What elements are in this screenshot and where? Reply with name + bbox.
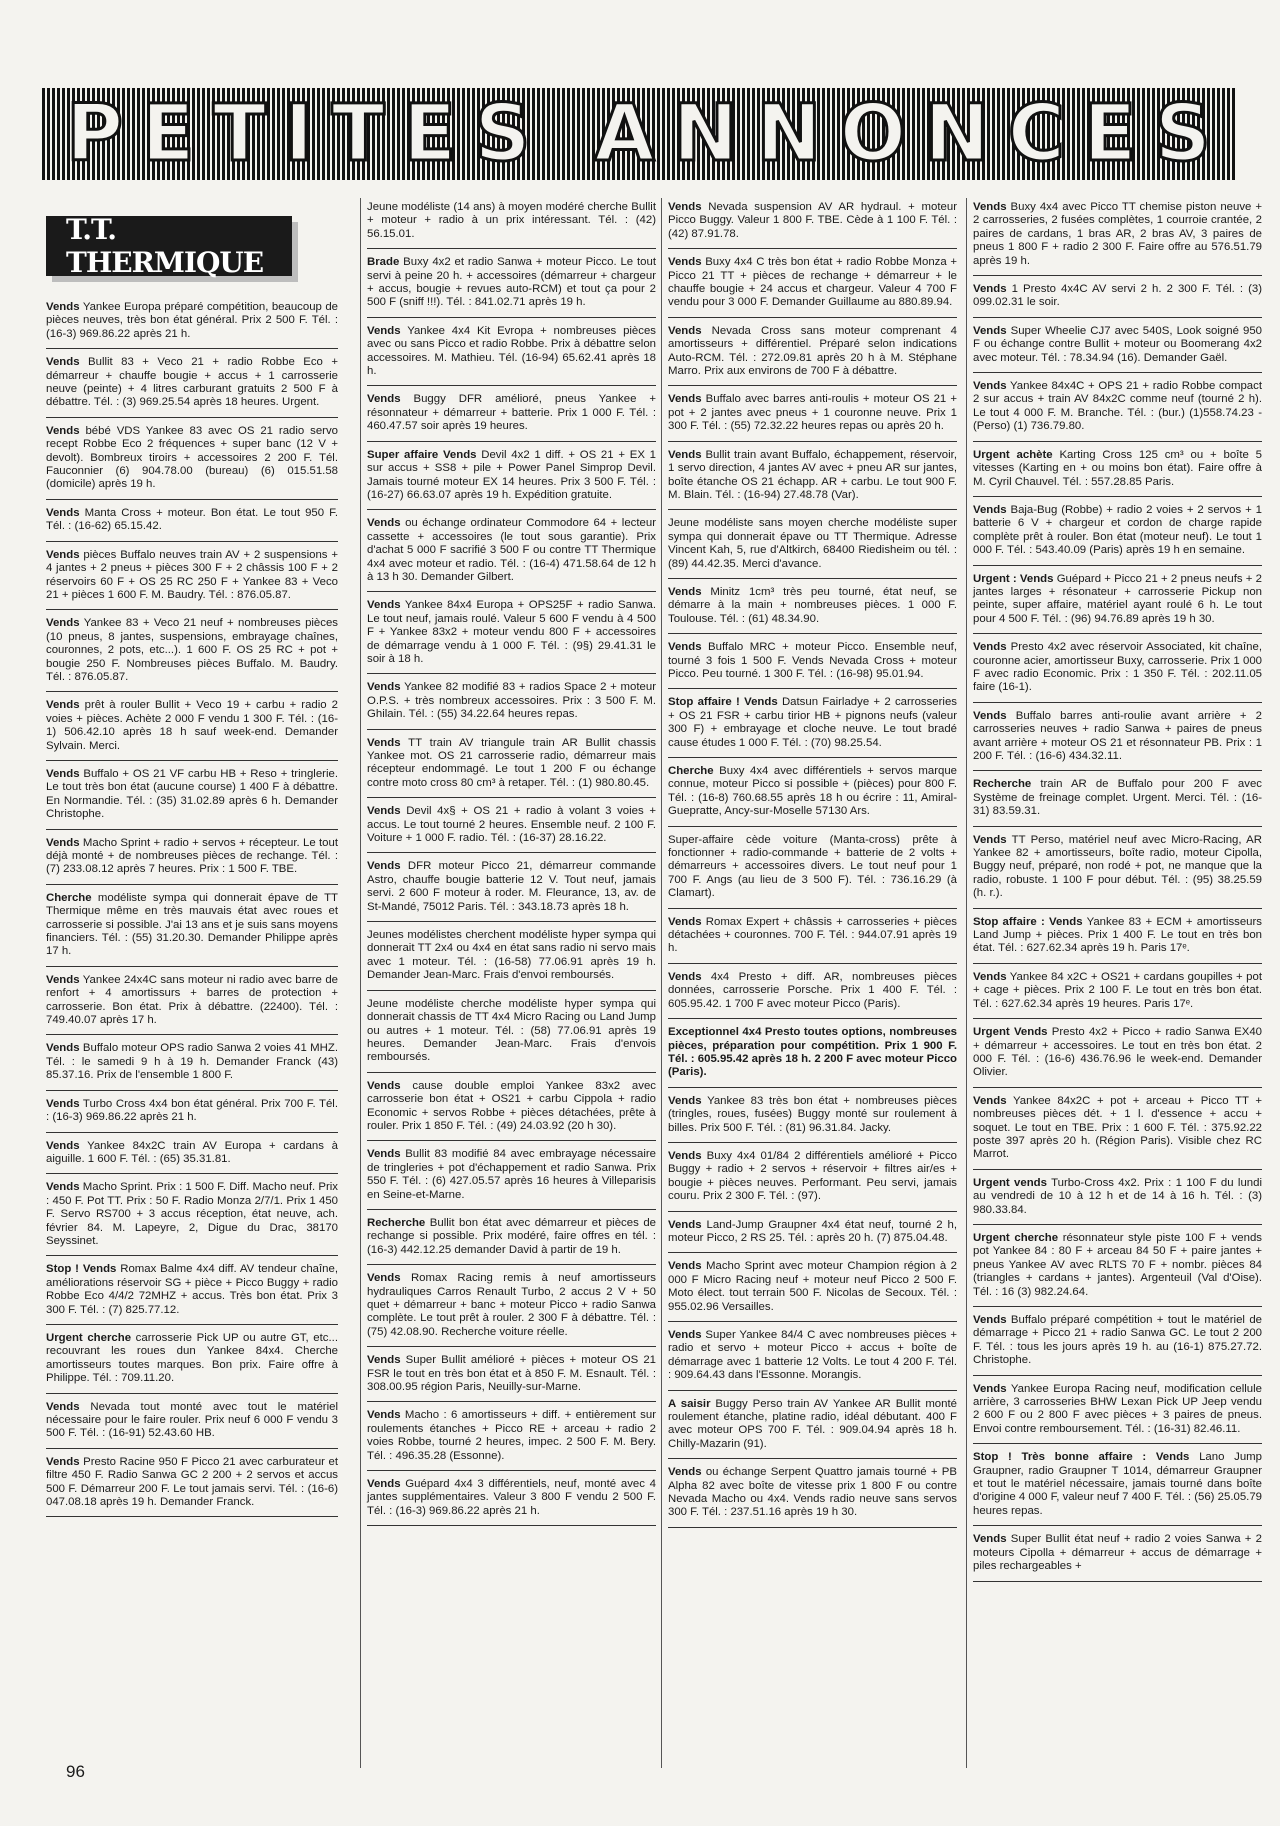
ad-lead: Vends (367, 860, 401, 873)
ad-lead: Vends (46, 617, 80, 630)
ad-lead: Urgent Vends (973, 1026, 1048, 1039)
ad-lead: Vends (46, 767, 80, 780)
ad-lead: Vends (46, 1181, 80, 1194)
ad-text: Romax Racing remis à neuf amortisseurs hydrauliques Carros Renault Turbo, 2 accus 2 V + 50 quet + démarreur + banc + moteur Picco + radio Sanwa complète. Le tout prêt à rouler. 2 300 F à débattre. Tél. : (75) 42.08.90. Recherche voiture réelle. (367, 1272, 656, 1338)
classified-ad (973, 570, 1262, 635)
classified-ad (973, 913, 1262, 964)
classified-ad (973, 446, 1262, 497)
ad-lead: Vends (973, 201, 1007, 213)
ad-lead: Stop ! Très bonne affaire : Vends (973, 1451, 1190, 1464)
ad-text: Buxy 4x4 avec Picco TT chemise piston neuve + 2 carrosseries, 2 fusées complètes, 1 courroie crantée, 2 paires de cardans, 1 bras AR, 2 bras AV, 3 paires de pneus 1 800 F + radio 2 300 F. Faire offre au 576.51.79 après 19 h. (973, 201, 1262, 267)
ad-lead: Urgent cherche (973, 1231, 1059, 1244)
ad-text: Yankee Europa préparé compétition, beaucoup de pièces neuves, très bon état général. Prix 2 500 F. Tél. : (16-3) 969.86.22 après 21 h. (46, 301, 338, 340)
ad-text: Macho : 6 amortisseurs + diff. + entièrement sur roulements étanches + Picco RE + arceau + radio 2 voies Robbe, tourné 2 heures, impec. 2 500 F. M. Bery. Tél. : 496.35.28 (Essonne). (367, 1409, 656, 1462)
ad-text: Buggy Perso train AV Yankee AR Bullit monté roulement étanche, platine radio, idéal débutant. 400 F avec moteur OPS 700 F. Tél. : 909.04.94 après 18 h. Chilly-Mazarin (91). (668, 1397, 957, 1450)
ad-lead: Vends (46, 506, 80, 519)
classified-ad (668, 1395, 957, 1460)
classified-ad (668, 968, 957, 1019)
ad-text: Super-affaire cède voiture (Manta-cross) prête à fonctionner + radio-commande + batterie de 2 volts + démarreurs + accessoires divers. Le tout neuf pour 1 700 F. Angs (au lieu de 3 500 F). Tél. : 736.16.29 (à Clamart). (668, 833, 957, 900)
ad-text: Yankee Europa Racing neuf, modification cellule arrière, 3 carrosseries BHW Lexan Pick UP Jeep vendu 2 600 F ou 2 800 F avec pièces + 3 paires de pneus. Envoi contre remboursement. Tél. : (16-31) 82.46.11. (973, 1382, 1262, 1435)
classified-ad (668, 638, 957, 689)
banner-letter: N (924, 89, 992, 179)
ad-text: Buffalo + OS 21 VF carbu HB + Reso + tringlerie. Le tout très bon état (aucune course) 1 400 F à débattre. En Normandie. Tél. : (35) 31.02.89 après 6 h. Demander Christophe. (46, 767, 338, 821)
ad-text: Yankee 84 x2C + OS21 + cardans goupilles + pot + cage + pièces. Prix 2 100 F. Le tout en très bon état. Tél. : 627.62.34 après 19 heures. Paris 17ᵉ. (973, 970, 1262, 1010)
ad-text: Macho Sprint. Prix : 1 500 F. Diff. Macho neuf. Prix : 450 F. Pot TT. Prix : 50 F. Radio Monza 2/7/1. Prix 1 450 F. Servo RS700 + 3 accus réception, état neuve, ach. février 84. M. Lapeyre, 2, Digue du Drac, 38170 Seyssinet. (46, 1181, 338, 1247)
ad-lead: Vends (367, 393, 401, 406)
ad-text: Yankee 83 + ECM + amortisseurs Land Jump + pièces. Prix 1 400 F. Le tout en très bon état. Tél. : 627.62.34 après 19 h. Paris 17ᵉ. (973, 915, 1262, 955)
classified-ad (668, 198, 957, 249)
classified-ad (668, 762, 957, 827)
ad-text: Nevada Cross sans moteur comprenant 4 amortisseurs + différentiel. Préparé selon indications Auto-RCM. Tél. : 272.09.81 après 20 h à M. Stéphane Marro. Prix aux environs de 700 F à débattre. (668, 324, 957, 378)
ad-lead: Vends (668, 1260, 702, 1273)
classified-ad (46, 889, 338, 967)
ad-text: Jeune modéliste sans moyen cherche modéliste super sympa qui donnerait épave ou TT Thermique. Adresse Vincent Kah, 5, rue d'Altkirch, 68400 Riedisheim ou tél. : (89) 44.42.35. Merci d'avance. (668, 517, 957, 570)
classified-ad (46, 1329, 338, 1394)
ad-text: Yankee 82 modifié 83 + radios Space 2 + moteur O.P.S. + très nombreux accessoires. Prix : 3 500 F. M. Ghilain. Tél. : (55) 34.22.64 heures repas. (367, 681, 656, 721)
ad-lead: Vends (668, 915, 702, 928)
ad-text: Buxy 4x4 C très bon état + radio Robbe Monza + Picco 21 TT + pièces de rechange + démarreur + le chauffe bougie + 24 accus et chargeur. Valeur 4 700 F vendu pour 3 000 F. Demander Guillaume au 880.89.94. (668, 256, 957, 309)
ad-lead: Vends (46, 973, 80, 986)
classified-ad (668, 446, 957, 511)
ad-lead: Vends (668, 1149, 702, 1162)
ad-text: Macho Sprint + radio + servos + récepteur. Le tout déjà monté + de nombreuses pièces de rechange. Tél. : (7) 233.08.12 après 7 heures. Prix : 1 500 F. TBE. (46, 836, 338, 876)
classified-ad (973, 1311, 1262, 1376)
banner-letter: N (672, 89, 741, 179)
ad-lead: Vends (973, 503, 1007, 516)
ad-text: Yankee 83 très bon état + nombreuses pièces (tringles, roues, fusées) Buggy monté sur roulement à billes. Prix 500 F. Tél. : (81) 96.31.84. Jacky. (668, 1094, 957, 1134)
ad-lead: Vends (668, 970, 702, 983)
ad-lead: Vends (46, 301, 80, 313)
classified-ad (367, 995, 656, 1073)
ad-lead: Vends (973, 709, 1007, 722)
classified-ad (46, 504, 338, 542)
classified-ad (668, 1023, 957, 1088)
banner-letter: N (756, 89, 824, 179)
ad-text: Land-Jump Graupner 4x4 état neuf, tourné 2 h, moteur Picco, 2 RS 25. Tél. : après 20 h. (7) 875.04.48. (668, 1218, 957, 1244)
classified-ad (973, 831, 1262, 909)
ad-text: Manta Cross + moteur. Bon état. Le tout 950 F. Tél. : (16-62) 65.15.42. (46, 506, 338, 533)
ad-text: Buffalo avec barres anti-roulis + moteur OS 21 + pot + 2 jantes avec pneus + 1 couronne neuve. Prix 1 300 F. Tél. : (55) 72.32.22 heures repas ou après 20 h. (668, 393, 957, 433)
classified-ad (973, 501, 1262, 566)
ad-text: Buffalo préparé compétition + tout le matériel de démarrage + Picco 21 + radio Sanwa GC. Le tout 2 200 F. Tél. : tous les jours après 19 h. au (16-1) 875.27.72. Christophe. (973, 1314, 1262, 1367)
ad-text: Romax Expert + châssis + carrosseries + pièces détachées + couronnes. 700 F. Tél. : 944.07.91 après 19 h. (668, 915, 957, 955)
page-number: 96 (66, 1762, 85, 1781)
banner-letter: E (402, 89, 459, 179)
classified-ad (973, 198, 1262, 276)
classified-ad (668, 693, 957, 758)
classified-ad (367, 390, 656, 441)
ad-text: Guépard 4x4 3 différentiels, neuf, monté avec 4 jantes supplémentaires. Valeur 3 800 F vendu 2 500 F. Tél. : (16-3) 969.86.22 après 21 h. (367, 1478, 656, 1517)
classified-ad (668, 322, 957, 387)
ad-text: Romax Balme 4x4 diff. AV tendeur chaîne, améliorations réservoir SG + pièce + Picco Buggy + radio Robbe Eco 4/4/2 72MHZ + accus. Très bon état. Prix 3 300 F. Tél. : (7) 825.77.12. (46, 1263, 338, 1316)
classified-ad (367, 678, 656, 729)
ad-text: Presto Racine 950 F Picco 21 avec carburateur et filtre 450 F. Radio Sanwa GC 2 200 + 2 servos et accus 500 F. Démarreur 200 F. Le tout jamais servi. Tél. : (16-6) 047.08.18 après 19 h. Demander Franck. (46, 1455, 338, 1509)
banner-letter: O (839, 89, 909, 179)
classified-ad (973, 1530, 1262, 1581)
classified-ad (46, 1039, 338, 1090)
ad-lead: Vends (46, 699, 80, 712)
classified-ad (973, 775, 1262, 826)
banner-letter: E (1083, 89, 1139, 179)
classified-ad (973, 1023, 1262, 1088)
ad-text: Buxy 4x4 01/84 2 différentiels amélioré + Picco Buggy + radio + 2 servos + réservoir + filtres air/es + bougie + pièces neuves. Performant. Peu servi, jamais couru. Prix 2 300 F. Tél. : (97). (668, 1149, 957, 1203)
banner-letter: A (594, 89, 657, 179)
ad-text: Macho Sprint avec moteur Champion région à 2 000 F Micro Racing neuf + moteur neuf Picco 2 500 F. Moto élect. tout terrain 500 F. Nicolas de Secoux. Tél. : 955.02.96 Versailles. (668, 1260, 957, 1313)
ad-lead: Recherche (973, 778, 1032, 791)
classified-ad (973, 1448, 1262, 1526)
ad-lead: Vends (668, 641, 702, 654)
banner-letter: I (284, 89, 316, 179)
banner-letter: S (1154, 89, 1213, 179)
ad-text: ou échange ordinateur Commodore 64 + lecteur cassette + accessoires (le tout sous garantie). Prix d'achat 5 000 F sacrifié 3 500 F ou contre TT Thermique 4x4 avec moteur et radio. Tél. : (16-4) 471.58.64 de 12 h à 13 h 30. Demander Gilbert. (367, 517, 656, 583)
ad-text: 4x4 Presto + diff. AR, nombreuses pièces données, carrosserie Porsche. Prix 1 400 F. Tél. : 605.95.42. 1 700 F avec moteur Picco (Paris). (668, 970, 957, 1010)
ad-text: Nevada tout monté avec tout le matériel nécessaire pour le faire rouler. Prix neuf 6 000 F vendu 3 500 F. Tél. : (16-91) 52.43.60 HB. (46, 1400, 338, 1440)
ad-text: résonnateur style piste 100 F + vends pot Yankee 84 : 80 F + arceau 84 50 F + paire jantes + pneus Yankee AV avec RLTS 70 F + nombr. pièces 84 (triangles + cardans + jantes). Argenteuil (Val d'Oise). Tél. : 16 (3) 982.24.64. (973, 1231, 1262, 1298)
ad-text: TT Perso, matériel neuf avec Micro-Racing, AR Yankee 82 + amortisseurs, boîte radio, moteur Cipolla, Buggy neuf, préparé, non rodé + pot, ne manque que la radio, robuste. 1 100 F pour début. Tél. : (95) 38.25.59 (h. r.). (973, 833, 1262, 900)
ad-lead: Vends (46, 1139, 80, 1152)
ad-lead: Vends (973, 1094, 1007, 1107)
ad-lead: Brade (367, 256, 400, 269)
ad-lead: Vends (367, 1354, 401, 1367)
column-2 (360, 198, 656, 1768)
ad-lead: Cherche (668, 765, 714, 777)
ad-text: Turbo Cross 4x4 bon état général. Prix 700 F. Tél. : (16-3) 969.86.22 après 21 h. (46, 1097, 338, 1124)
classified-ad (46, 834, 338, 885)
ad-lead: Vends (668, 201, 702, 213)
classified-ad (973, 322, 1262, 373)
ad-text: Turbo-Cross 4x2. Prix : 1 100 F du lundi au vendredi de 10 à 12 h et de 14 à 16 h. Tél. : (3) 980.33.84. (973, 1176, 1262, 1216)
ad-text: Yankee 84x4 Europa + OPS25F + radio Sanwa. Le tout neuf, jamais roulé. Valeur 5 600 F vendu à 4 500 F + Yankee 83x2 + moteur vendu 800 F + accessoires de démarrage vendu à 1 000 F. Tél. : (9§) 29.41.31 le soir à 18 h. (367, 599, 656, 665)
classified-ad (46, 971, 338, 1036)
classified-ad (668, 913, 957, 964)
ad-text: Buxy 4x2 et radio Sanwa + moteur Picco. Le tout servi à peine 20 h. + accessoires (démarreur + chargeur + accus, bougie + revues auto-RCM) et tout ça pour 2 500 F (sniff !!!). Tél. : 841.02.71 après 19 h. (367, 256, 656, 309)
ad-lead: Vends (668, 1218, 702, 1231)
ad-lead: Vends (367, 736, 401, 749)
classified-ad (367, 596, 656, 674)
classified-ad (46, 1453, 338, 1518)
classified-ad (367, 198, 656, 249)
ad-text: Jeune modéliste (14 ans) à moyen modéré cherche Bullit + moteur + radio à un prix intéressant. Tél. : (42) 56.15.01. (367, 201, 656, 240)
classified-ad (367, 857, 656, 922)
ad-text: Buffalo barres anti-roulie avant arrière + 2 carrosseries neuves + radio Sanwa + paires de pneus avant arrière + moteur OS 21 et résonnateur PB. Prix : 1 200 F. Tél. : (16-6) 434.32.11. (973, 709, 1262, 762)
classified-ad (46, 614, 338, 692)
ad-text: Jeune modéliste cherche modéliste hyper sympa qui donnerait chassis de TT 4x4 Micro Racing ou Land Jump ou autres + 1 moteur. Tél. : (58) 77.06.91 après 19 heures. Demander Jean-Marc. Frais d'envois remboursés. (367, 997, 656, 1064)
classified-ad (46, 1095, 338, 1133)
ad-lead: Vends (973, 833, 1007, 846)
ad-lead: Vends (668, 1329, 702, 1341)
column-3 (661, 198, 957, 1768)
classified-ad (46, 298, 338, 349)
ad-text: ou échange Serpent Quattro jamais tourné + PB Alpha 82 avec boîte de vitesse prix 1 800 F ou contre Nevada Macho ou 4x4. Vends radio neuve sans servos 300 F. Tél. : 237.51.16 après 19 h 30. (668, 1466, 957, 1519)
classified-ad (668, 1216, 957, 1254)
ad-lead: Urgent vends (973, 1176, 1047, 1189)
ad-lead: Vends (367, 1409, 401, 1422)
ad-lead: Vends (46, 836, 80, 849)
classified-ad (973, 280, 1262, 318)
ad-text: bébé VDS Yankee 83 avec OS 21 radio servo recept Robbe Eco 2 fréquences + super banc (12 V + devolt). Bombreux tiroirs + accessoires 2 200 F. Tél. Fauconnier (6) 904.78.00 (bureau) (6) 015.51.58 (domicile) après 19 h. (46, 424, 338, 491)
ad-text: Yankee 84x4C + OPS 21 + radio Robbe compact 2 sur accus + train AV 84x2C comme neuf (tourné 2 h). Le tout 4 000 F. M. Branche. Tél. : (bur.) (1)558.74.23 - (Perso) (1) 736.79.80. (973, 380, 1262, 433)
classified-ad (973, 638, 1262, 703)
ad-lead: Vends (367, 599, 401, 612)
classified-ad (668, 390, 957, 441)
column-1 (46, 198, 338, 1768)
ad-lead: Vends (973, 380, 1007, 393)
ad-lead: Vends (668, 585, 702, 598)
ad-lead: Vends (668, 1094, 702, 1107)
classified-ad (973, 1229, 1262, 1307)
ad-text: prêt à rouler Bullit + Veco 19 + carbu + radio 2 voies + pièces. Achète 2 000 F vendu 1 300 F. Tél. : (16-1) 506.42.10 après 18 h sauf week-end. Demander Sylvain. Merci. (46, 699, 338, 752)
ad-lead: Super affaire Vends (367, 448, 477, 461)
classified-ad (46, 422, 338, 500)
classified-ad (367, 1475, 656, 1526)
classified-ad (46, 353, 338, 418)
classified-ad (973, 1174, 1262, 1225)
ad-text: Buffalo MRC + moteur Picco. Ensemble neuf, tourné 3 fois 1 500 F. Vends Nevada Cross + moteur Picco. Peu tourné. 1 300 F. Tél. : (16-98) 95.01.94. (668, 641, 957, 680)
ad-lead: Vends (367, 681, 401, 694)
ad-text: Presto 4x2 avec réservoir Associated, kit chaîne, couronne acier, amortisseur Buxy, carrosserie. Prix 1 000 F avec radio Economic. Prix : 1 350 F. Tél. : 202.11.05 faire (16-1). (973, 641, 1262, 694)
ad-lead: Vends (973, 283, 1007, 296)
ad-lead: Vends (973, 970, 1007, 983)
classified-ad (367, 926, 656, 991)
ad-lead: Vends (973, 1314, 1007, 1326)
classified-ad (973, 707, 1262, 772)
ad-lead: Vends (973, 1533, 1007, 1546)
ad-text: TT train AV triangule train AR Bullit chassis Yankee mot. OS 21 carrosserie radio, démarreur mais récepteur endommagé. Le tout 1 200 F ou échange contre moto cross 80 cm³ à retaper. Tél. : (1) 980.80.45. (367, 736, 656, 789)
ad-text: pièces Buffalo neuves train AV + 2 suspensions + 4 jantes + 2 pneus + pièces 300 F + 2 châssis 100 F + 2 réservoirs 60 F + OS 25 RC 250 F + Yankee 83 + Veco 21 + pièces 1 600 F. M. Baudry. Tél. : 876.05.87. (46, 548, 338, 601)
ad-text: Yankee 84x2C train AV Europa + cardans à aiguille. 1 600 F. Tél. : (65) 35.31.81. (46, 1139, 338, 1165)
ad-text: Datsun Fairladye + 2 carrosseries + OS 21 FSR + carbu tirior HB + pignons neufs (valeur 300 F) + embrayage et cloche neuve. Le tout bradé cause études 1 000 F. Tél. : (70) 98.25.54. (668, 696, 957, 749)
ad-lead: Recherche (367, 1216, 426, 1229)
ad-text: Buffalo moteur OPS radio Sanwa 2 voies 41 MHZ. Tél. : le samedi 9 h à 19 h. Demander Franck (43) 85.37.16. Prix de l'ensemble 1 800 F. (46, 1042, 338, 1082)
classified-ad (367, 253, 656, 318)
ad-text: train AR de Buffalo pour 200 F avec Système de freinage complet. Urgent. Merci. Tél. : (16-31) 83.59.31. (973, 778, 1262, 818)
ad-text: Bullit 83 + Veco 21 + radio Robbe Eco + démarreur + chauffe bougie + accus + 1 carrosserie neuve (peinte) + 4 litres carburant gratuits 2 500 F à débattre. Tél. : (3) 969.25.54 après 18 heures. Urgent. (46, 356, 338, 409)
ad-lead: Vends (973, 641, 1007, 654)
classified-ad (367, 1406, 656, 1471)
ad-text: 1 Presto 4x4C AV servi 2 h. 2 300 F. Tél. : (3) 099.02.31 le soir. (973, 283, 1262, 309)
banner-title (42, 88, 1237, 180)
banner-letter: T (331, 89, 387, 179)
ad-text: Yankee 83 + Veco 21 neuf + nombreuses pièces (10 pneus, 8 jantes, suspensions, embrayage chaînes, couronnes, 2 pots, etc...). 1 600 F. OS 25 RC + pot + bougie 250 F. Nombreuses pièces Buffalo. M. Baudry. Tél. : 876.05.87. (46, 617, 338, 683)
ad-lead: Vends (367, 1148, 401, 1161)
ad-lead: Cherche (46, 891, 92, 904)
classified-ad (668, 514, 957, 579)
ad-text: Super Bullit état neuf + radio 2 voies Sanwa + 2 moteurs Cipolla + démarreur + accus de démarrage + piles rechargeables + (973, 1533, 1262, 1573)
classified-ad (46, 765, 338, 830)
ad-text: Lano Jump Graupner, radio Graupner T 1014, démarreur Graupner et tout le matériel nécessaire, jamais tourné dans boîte d'origine 4 000 F, valeur neuf 7 400 F. Tél. : (56) 25.05.79 heures repas. (973, 1451, 1262, 1517)
classified-ad (668, 253, 957, 318)
ad-text: Presto 4x2 + Picco + radio Sanwa EX40 + démarreur + accessoires. Le tout en très bon état. 2 000 F. Tél. : (16-6) 436.76.96 le week-end. Demander Olivier. (973, 1026, 1262, 1079)
classified-ad (367, 734, 656, 799)
column-4 (966, 198, 1262, 1768)
classified-ad (46, 1398, 338, 1449)
ad-lead: Vends (367, 805, 401, 818)
classified-ad (367, 1269, 656, 1347)
ad-text: Super Bullit amélioré + pièces + moteur OS 21 FSR le tout en très bon état et à 850 F. M. Esnault. Tél. : 308.00.95 région Paris, Neuilly-sur-Marne. (367, 1354, 656, 1394)
ad-lead: Urgent : Vends (973, 572, 1054, 585)
ad-lead: Vends (367, 517, 401, 530)
ad-text: 4x4 Presto toutes options, nombreuses pièces, préparation pour compétition. Prix 1 900 F. Tél. : 605.95.42 après 18 h. 2 200 F avec moteur Picco (Paris). (668, 1026, 957, 1079)
classified-ad (668, 1147, 957, 1212)
ad-lead: Vends (367, 324, 401, 337)
classified-ad (973, 1092, 1262, 1170)
ad-lead: Vends (668, 1466, 702, 1479)
banner-letter: E (141, 89, 197, 179)
classified-ad (668, 1257, 957, 1322)
ad-text: cause double emploi Yankee 83x2 avec carrosserie bon état + OS21 + carbu Cippola + radio Economic + servos Robbe + pièces détachées, prête à rouler. Prix 1 850 F. Tél. : (49) 24.03.92 (20 h 30). (367, 1079, 656, 1132)
ad-lead: Vends (367, 1272, 401, 1285)
classified-ad (668, 831, 957, 909)
classified-ad (46, 546, 338, 611)
ad-text: Yankee 84x2C + pot + arceau + Picco TT + nombreuses pièces dét. + 1 l. d'essence + accu + soquet. Le tout en TBE. Prix : 1 600 F. Tél. : 375.92.22 poste 397 après 20 h. (Région Paris). Visible chez RC Marrot. (973, 1094, 1262, 1161)
classified-ad (668, 1092, 957, 1143)
classified-ad (668, 583, 957, 634)
section-title: T.T. THERMIQUE (46, 216, 292, 276)
classified-ad (367, 322, 656, 387)
ad-text: Bullit bon état avec démarreur et pièces de rechange si possible. Prix modéré, faire offres en tél. : (16-3) 442.12.25 demander David à partir de 19 h. (367, 1216, 656, 1256)
ad-text: Yankee 4x4 Kit Evropa + nombreuses pièces avec ou sans Picco et radio Robbe. Prix à débattre selon accessoires. M. Mathieu. Tél. (16-94) 65.62.41 après 18 h. (367, 324, 656, 378)
banner-letter: C (1007, 89, 1067, 179)
ad-text: Buggy DFR amélioré, pneus Yankee + résonnateur + démarreur + batterie. Prix 1 000 F. Tél. : 460.47.57 soir après 19 heures. (367, 393, 656, 433)
classified-ad (668, 1326, 957, 1391)
classified-ad (367, 446, 656, 511)
ad-text: Bullit train avant Buffalo, échappement, réservoir, 1 servo direction, 4 jantes AV avec + pneu AR sur jantes, boîte étanche OS 21 échapp. AR + carbu. Le tout 900 F. M. Blain. Tél. : (16-94) 27.48.78 (Var). (668, 448, 957, 501)
ad-lead: Urgent achète (973, 448, 1053, 461)
ad-lead: Stop affaire : Vends (973, 915, 1083, 928)
banner-letter: T (212, 89, 269, 179)
ad-text: Super Yankee 84/4 C avec nombreuses pièces + radio et servo + moteur Picco + accus + boîte de démarrage avec 1 batterie 12 Volts. Le tout 4 200 F. Tél. : 909.64.43 dans l'Essonne. Morangis. (668, 1329, 957, 1382)
ad-text: Minitz 1cm³ très peu tourné, état neuf, se démarre à la main + nombreuses pièces. 1 000 F. Toulouse. Tél. : (61) 48.34.90. (668, 585, 957, 625)
ad-text: carrosserie Pick UP ou autre GT, etc... recouvrant les roues dun Yankee 84x4. Cherche amortisseurs toutes marques. Bon prix. Faire offre à Philippe. Tél. : 709.11.20. (46, 1331, 338, 1385)
ad-text: Baja-Bug (Robbe) + radio 2 voies + 2 servos + 1 batterie 6 V + chargeur et cordon de charge rapide complète prêt à rouler. Bon état (moteur neuf). Le tout 1 000 F. Tél. : 543.40.09 (Paris) après 19 h en semaine. (973, 503, 1262, 557)
classified-ad (46, 1137, 338, 1175)
ad-text: Nevada suspension AV AR hydraul. + moteur Picco Buggy. Valeur 1 800 F. TBE. Cède à 1 100 F. Tél. : (42) 87.91.78. (668, 201, 957, 240)
ad-lead: Vends (973, 324, 1007, 337)
classified-ad (668, 1463, 957, 1528)
ad-lead: Vends (973, 1382, 1007, 1395)
classified-ad (367, 1145, 656, 1210)
ad-text: DFR moteur Picco 21, démarreur commande Astro, chauffe bougie batterie 12 V. Tout neuf, jamais servi. 2 600 F moteur à roder. M. Fleurance, 13, av. de St-Mandé, 75012 Paris. Tél. : 343.18.73 après 18 h. (367, 860, 656, 913)
ad-lead: A saisir (668, 1397, 711, 1410)
ad-lead: Vends (46, 1455, 80, 1468)
classified-ad (973, 968, 1262, 1019)
ad-text: modéliste sympa qui donnerait épave de TT Thermique même en très mauvais état avec roues et carrosserie si possible. J'ai 13 ans et je suis sans moyens financiers. Tél. : (55) 31.20.30. Demander Philippe après 17 h. (46, 891, 338, 958)
ad-text: Karting Cross 125 cm³ ou + boîte 5 vitesses (Karting en + ou moins bon état). Faire offre à M. Cyril Chauvel. Tél. : 557.28.85 Paris. (973, 448, 1262, 488)
ad-lead: Urgent cherche (46, 1331, 132, 1344)
classified-ad (973, 377, 1262, 442)
ad-text: Jeunes modélistes cherchent modéliste hyper sympa qui donnerait TT 2x4 ou 4x4 en état sans radio ni servo mais avec 1 moteur. Tél. : (16-58) 77.06.91 après 19 h. Demander Jean-Marc. Frais d'envoi remboursés. (367, 929, 656, 982)
ad-text: Devil 4x§ + OS 21 + radio à volant 3 voies + accus. Le tout tourné 2 heures. Ensemble neuf. 2 100 F. Voiture + 1 000 F. radio. Tél. : (16-37) 28.16.22. (367, 805, 656, 845)
classified-ad (367, 802, 656, 853)
ad-lead: Vends (46, 548, 80, 561)
ad-text: Bullit 83 modifié 84 avec embrayage nécessaire de tringleries + pot d'échappement et radio Sanwa. Prix 550 F. Tél. : (6) 427.05.57 après 16 heures à Villeparisis en Seine-et-Marne. (367, 1148, 656, 1201)
ad-lead: Exceptionnel (668, 1026, 739, 1039)
classified-ad (46, 1178, 338, 1256)
classified-ad (46, 696, 338, 761)
banner-letter: P (66, 89, 126, 179)
ad-lead: Vends (668, 448, 702, 461)
classified-ad (367, 1351, 656, 1402)
banner-letter (549, 95, 578, 173)
ad-lead: Vends (46, 1042, 80, 1055)
ad-lead: Vends (46, 1400, 80, 1413)
classified-ad (367, 514, 656, 592)
ad-lead: Stop ! Vends (46, 1263, 117, 1276)
ad-lead: Vends (668, 393, 702, 406)
ad-text: Devil 4x2 1 diff. + OS 21 + EX 1 sur accus + SS8 + pile + Power Panel Simprop Devil. Jamais tourné moteur EX 14 heures. Prix 3 500 F. Tél. : (16-27) 66.63.07 après 19 h. Expédition gratuite. (367, 448, 656, 501)
ad-lead: Vends (668, 324, 702, 337)
classified-ad (367, 1214, 656, 1265)
ad-lead: Vends (367, 1079, 401, 1092)
ad-lead: Vends (668, 256, 702, 269)
ad-text: Buxy 4x4 avec différentiels + servos marque connue, moteur Picco si possible + (pièces) pour 800 F. Tél. : (16-8) 760.68.55 après 18 h ou écrire : 11, Amiral-Guepratte, Ancy-sur-Moselle 57130 Ars. (668, 765, 957, 818)
classified-ad (46, 1260, 338, 1325)
ad-text: Yankee 24x4C sans moteur ni radio avec barre de renfort + 4 amortissurs + barres de protection + carrosserie. Bon état. Prix à débattre. (22400). Tél. : 749.40.07 après 17 h. (46, 973, 338, 1027)
classified-ad (973, 1380, 1262, 1445)
ad-lead: Vends (46, 424, 80, 437)
ad-lead: Stop affaire ! Vends (668, 696, 778, 709)
classified-ad (367, 1077, 656, 1142)
ad-lead: Vends (46, 1097, 80, 1110)
ad-text: Super Wheelie CJ7 avec 540S, Look soigné 950 F ou échange contre Bullit + moteur ou Boomerang 4x2 avec moteur. Tél. : 78.34.94 (16). Demander Gaël. (973, 324, 1262, 364)
petites-annonces-banner (42, 88, 1237, 180)
banner-letter: S (474, 89, 533, 179)
ad-lead: Vends (46, 356, 80, 369)
ad-lead: Vends (367, 1478, 401, 1491)
ad-text: Guépard + Picco 21 + 2 pneus neufs + 2 jantes larges + résonateur + carrosserie Pickup non peinte, super affaire, matériel ayant roulé 6 h. Le tout pour 4 500 F. Tél. : (96) 94.76.89 après 19 h 30. (973, 572, 1262, 625)
